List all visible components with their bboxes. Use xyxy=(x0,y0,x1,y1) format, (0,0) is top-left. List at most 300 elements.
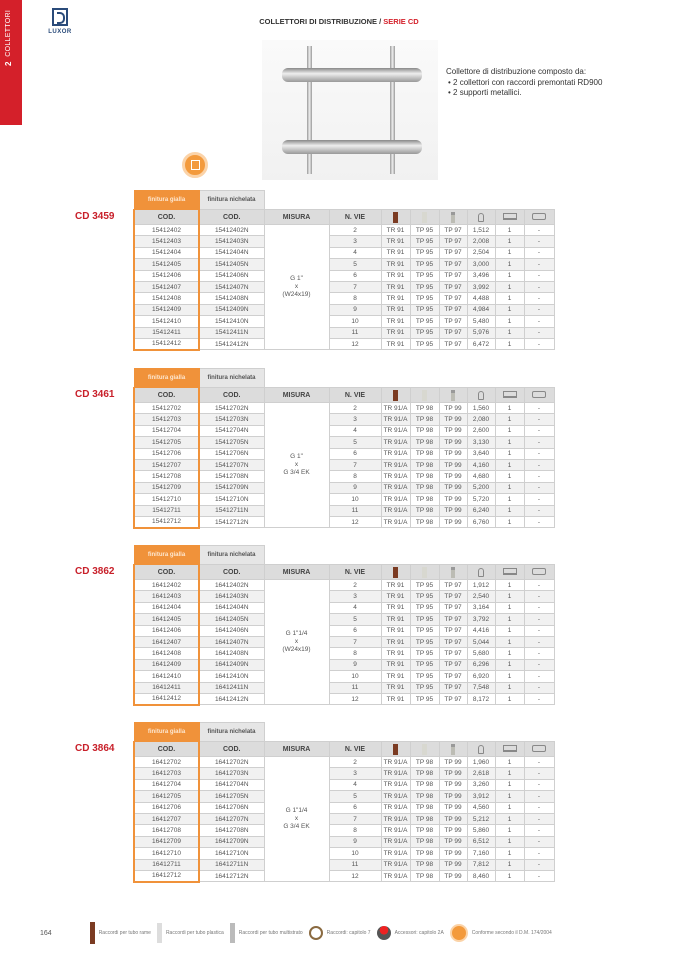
fitting-code: TR 91 xyxy=(381,259,410,270)
empty-cell xyxy=(264,546,554,565)
fitting-code: TR 91/A xyxy=(381,791,410,802)
n-vie: 4 xyxy=(329,602,381,613)
fitting-code: TP 99 xyxy=(439,757,467,768)
box-qty: 1 xyxy=(495,768,524,779)
column-header-row xyxy=(134,210,554,225)
code-yellow: 16412405 xyxy=(134,614,199,625)
plastic-pipe-icon xyxy=(422,744,427,755)
empty-cell xyxy=(264,369,554,388)
fitting-code: TR 91/A xyxy=(381,768,410,779)
weight: 6,920 xyxy=(467,671,495,682)
code-yellow: 15412710 xyxy=(134,494,199,505)
table-row xyxy=(134,848,554,859)
table-row xyxy=(134,293,554,304)
finish-header-row xyxy=(134,369,554,388)
box-qty: 1 xyxy=(495,836,524,847)
table-row xyxy=(134,471,554,482)
table-row xyxy=(134,659,554,670)
col-weight xyxy=(467,742,495,757)
col-weight xyxy=(467,565,495,580)
weight: 5,212 xyxy=(467,813,495,824)
table-row xyxy=(134,414,554,425)
package-qty: - xyxy=(524,659,554,670)
n-vie: 10 xyxy=(329,848,381,859)
package-qty: - xyxy=(524,825,554,836)
weight: 4,416 xyxy=(467,625,495,636)
table-row xyxy=(134,281,554,292)
table-row xyxy=(134,403,554,414)
fitting-code: TP 99 xyxy=(439,471,467,482)
weight: 1,960 xyxy=(467,757,495,768)
fitting-code: TR 91 xyxy=(381,636,410,647)
code-nickel: 16412406N xyxy=(199,625,264,636)
plastic-pipe-icon xyxy=(422,390,427,401)
box-qty: 1 xyxy=(495,693,524,704)
box-qty: 1 xyxy=(495,614,524,625)
code-yellow: 16412705 xyxy=(134,791,199,802)
plastic-pipe-icon xyxy=(422,212,427,223)
finish-yellow-header: finitura gialla xyxy=(134,723,199,742)
col-plastic-pipe xyxy=(410,388,439,403)
weight: 2,008 xyxy=(467,236,495,247)
table-row xyxy=(134,825,554,836)
fitting-code: TP 98 xyxy=(410,437,439,448)
weight: 2,600 xyxy=(467,425,495,436)
box-qty: 1 xyxy=(495,636,524,647)
table-row xyxy=(134,693,554,704)
legend-item xyxy=(450,924,552,942)
fitting-code: TP 99 xyxy=(439,459,467,470)
fitting-code: TP 97 xyxy=(439,636,467,647)
table-row xyxy=(134,425,554,436)
page-title xyxy=(0,17,678,26)
code-yellow: 15412409 xyxy=(134,304,199,315)
fitting-code: TP 95 xyxy=(410,671,439,682)
fitting-code: TP 99 xyxy=(439,870,467,881)
n-vie: 11 xyxy=(329,859,381,870)
code-nickel: 15412403N xyxy=(199,236,264,247)
n-vie: 2 xyxy=(329,580,381,591)
conformity-badge-icon xyxy=(182,152,208,178)
weight: 2,618 xyxy=(467,768,495,779)
fitting-code: TP 98 xyxy=(410,848,439,859)
box-qty: 1 xyxy=(495,471,524,482)
fitting-code: TR 91 xyxy=(381,270,410,281)
legend-item xyxy=(90,922,151,944)
code-yellow: 15412712 xyxy=(134,516,199,527)
table-row xyxy=(134,236,554,247)
table-row xyxy=(134,768,554,779)
package-qty: - xyxy=(524,580,554,591)
misura-line: x xyxy=(294,815,299,823)
box-qty: 1 xyxy=(495,859,524,870)
code-yellow: 15412705 xyxy=(134,437,199,448)
fitting-code: TP 99 xyxy=(439,859,467,870)
code-nickel: 16412702N xyxy=(199,757,264,768)
bracket xyxy=(390,46,395,174)
code-nickel: 15412708N xyxy=(199,471,264,482)
package-qty: - xyxy=(524,236,554,247)
col-package xyxy=(524,388,554,403)
weight: 1,560 xyxy=(467,403,495,414)
fitting-code: TP 99 xyxy=(439,437,467,448)
weight: 3,130 xyxy=(467,437,495,448)
col-box xyxy=(495,742,524,757)
code-yellow: 15412706 xyxy=(134,448,199,459)
n-vie: 11 xyxy=(329,505,381,516)
col-multilayer-pipe xyxy=(439,388,467,403)
package-qty: - xyxy=(524,414,554,425)
package-qty: - xyxy=(524,505,554,516)
misura-cell xyxy=(264,225,329,350)
package-qty: - xyxy=(524,293,554,304)
box-icon xyxy=(503,568,517,575)
table-row xyxy=(134,316,554,327)
fitting-code: TP 97 xyxy=(439,682,467,693)
weight: 3,260 xyxy=(467,779,495,790)
fitting-code: TP 98 xyxy=(410,825,439,836)
n-vie: 3 xyxy=(329,414,381,425)
fitting-code: TP 98 xyxy=(410,813,439,824)
fitting-code: TP 98 xyxy=(410,459,439,470)
n-vie: 2 xyxy=(329,757,381,768)
table-row xyxy=(134,448,554,459)
code-nickel: 15412402N xyxy=(199,225,264,236)
weight: 6,240 xyxy=(467,505,495,516)
package-qty: - xyxy=(524,516,554,527)
box-qty: 1 xyxy=(495,437,524,448)
code-yellow: 16412703 xyxy=(134,768,199,779)
table-row xyxy=(134,614,554,625)
package-qty: - xyxy=(524,614,554,625)
table-row xyxy=(134,625,554,636)
code-nickel: 15412704N xyxy=(199,425,264,436)
weight: 4,984 xyxy=(467,304,495,315)
package-qty: - xyxy=(524,625,554,636)
package-qty: - xyxy=(524,813,554,824)
code-nickel: 16412408N xyxy=(199,648,264,659)
col-copper-pipe xyxy=(381,565,410,580)
weight: 8,460 xyxy=(467,870,495,881)
code-yellow: 16412712 xyxy=(134,870,199,881)
col-cod-yellow: COD. xyxy=(134,565,199,580)
box-icon xyxy=(503,745,517,752)
weight: 6,512 xyxy=(467,836,495,847)
package-qty: - xyxy=(524,259,554,270)
package-qty: - xyxy=(524,338,554,349)
table-row xyxy=(134,459,554,470)
weight: 4,560 xyxy=(467,802,495,813)
code-nickel: 15412407N xyxy=(199,281,264,292)
box-qty: 1 xyxy=(495,259,524,270)
table-row xyxy=(134,836,554,847)
table-row xyxy=(134,671,554,682)
col-package xyxy=(524,210,554,225)
table-row xyxy=(134,327,554,338)
fitting-code: TR 91/A xyxy=(381,505,410,516)
fitting-code: TP 97 xyxy=(439,327,467,338)
box-qty: 1 xyxy=(495,403,524,414)
copper-pipe-icon xyxy=(393,567,398,578)
table-row xyxy=(134,757,554,768)
n-vie: 10 xyxy=(329,494,381,505)
fitting-code: TR 91/A xyxy=(381,813,410,824)
code-nickel: 16412712N xyxy=(199,870,264,881)
n-vie: 7 xyxy=(329,459,381,470)
n-vie: 12 xyxy=(329,516,381,527)
col-misura: MISURA xyxy=(264,742,329,757)
fitting-code: TR 91 xyxy=(381,659,410,670)
col-n-vie: N. VIE xyxy=(329,565,381,580)
product-code-label: CD 3461 xyxy=(75,389,115,400)
fitting-code: TP 97 xyxy=(439,671,467,682)
fitting-code: TP 98 xyxy=(410,779,439,790)
code-yellow: 15412403 xyxy=(134,236,199,247)
multilayer-pipe-icon xyxy=(230,923,235,943)
fitting-code: TP 97 xyxy=(439,225,467,236)
box-qty: 1 xyxy=(495,648,524,659)
weight: 6,296 xyxy=(467,659,495,670)
package-qty: - xyxy=(524,779,554,790)
finish-nickel-header: finitura nichelata xyxy=(199,546,264,565)
box-qty: 1 xyxy=(495,659,524,670)
fitting-code: TP 95 xyxy=(410,648,439,659)
legend-label: Raccordi per tubo plastica xyxy=(165,930,224,936)
fitting-code: TR 91/A xyxy=(381,848,410,859)
table-row xyxy=(134,437,554,448)
package-qty: - xyxy=(524,591,554,602)
fitting-code: TR 91/A xyxy=(381,859,410,870)
n-vie: 5 xyxy=(329,259,381,270)
code-yellow: 15412407 xyxy=(134,281,199,292)
fitting-code: TP 95 xyxy=(410,316,439,327)
package-qty: - xyxy=(524,636,554,647)
misura-cell xyxy=(264,403,329,528)
col-plastic-pipe xyxy=(410,742,439,757)
package-qty: - xyxy=(524,648,554,659)
weight: 3,496 xyxy=(467,270,495,281)
weight: 8,172 xyxy=(467,693,495,704)
weight: 4,680 xyxy=(467,471,495,482)
fitting-code: TR 91 xyxy=(381,625,410,636)
n-vie: 9 xyxy=(329,304,381,315)
copper-pipe-icon xyxy=(393,744,398,755)
col-misura: MISURA xyxy=(264,210,329,225)
misura-line: (W24x19) xyxy=(282,646,311,654)
product-code-label: CD 3862 xyxy=(75,566,115,577)
col-copper-pipe xyxy=(381,388,410,403)
chapter-number: 2 xyxy=(4,61,13,67)
weight: 5,680 xyxy=(467,648,495,659)
col-copper-pipe xyxy=(381,742,410,757)
misura-line: (W24x19) xyxy=(282,291,311,299)
table-row xyxy=(134,494,554,505)
code-nickel: 16412404N xyxy=(199,602,264,613)
plastic-pipe-icon xyxy=(157,923,162,943)
fitting-code: TP 99 xyxy=(439,494,467,505)
misura-line: G 1"1/4 xyxy=(285,630,308,638)
fitting-code: TP 97 xyxy=(439,591,467,602)
package-qty: - xyxy=(524,870,554,881)
col-n-vie: N. VIE xyxy=(329,742,381,757)
box-qty: 1 xyxy=(495,270,524,281)
legend-label: Raccordi per tubo multistrato xyxy=(238,930,303,936)
box-qty: 1 xyxy=(495,757,524,768)
col-multilayer-pipe xyxy=(439,565,467,580)
fitting-code: TP 99 xyxy=(439,802,467,813)
fittings-icon xyxy=(309,926,323,940)
empty-cell xyxy=(264,723,554,742)
fitting-code: TR 91/A xyxy=(381,403,410,414)
misura-line: x xyxy=(294,638,299,646)
product-table xyxy=(133,545,555,706)
fitting-code: TP 99 xyxy=(439,813,467,824)
box-qty: 1 xyxy=(495,625,524,636)
fitting-code: TP 97 xyxy=(439,625,467,636)
fitting-code: TP 95 xyxy=(410,659,439,670)
fitting-code: TP 97 xyxy=(439,648,467,659)
table-row xyxy=(134,338,554,349)
n-vie: 4 xyxy=(329,425,381,436)
weight: 6,472 xyxy=(467,338,495,349)
legend-label: Conforme secondo il D.M. 174/2004 xyxy=(471,930,552,936)
fitting-code: TP 98 xyxy=(410,494,439,505)
box-qty: 1 xyxy=(495,602,524,613)
product-code-label: CD 3864 xyxy=(75,743,115,754)
fitting-code: TP 98 xyxy=(410,403,439,414)
weight: 5,720 xyxy=(467,494,495,505)
weight: 2,504 xyxy=(467,247,495,258)
legend-label: Raccordi: capitolo 7 xyxy=(326,930,371,936)
product-description xyxy=(446,67,636,99)
title-series: SERIE CD xyxy=(383,17,419,26)
fitting-code: TP 95 xyxy=(410,338,439,349)
package-qty: - xyxy=(524,281,554,292)
weight: 1,512 xyxy=(467,225,495,236)
fitting-code: TR 91 xyxy=(381,338,410,349)
code-yellow: 16412406 xyxy=(134,625,199,636)
code-yellow: 15412410 xyxy=(134,316,199,327)
bracket xyxy=(307,46,312,174)
box-qty: 1 xyxy=(495,580,524,591)
n-vie: 7 xyxy=(329,636,381,647)
package-qty: - xyxy=(524,768,554,779)
code-yellow: 15412709 xyxy=(134,482,199,493)
fitting-code: TR 91 xyxy=(381,591,410,602)
n-vie: 2 xyxy=(329,403,381,414)
code-yellow: 16412402 xyxy=(134,580,199,591)
copper-pipe-icon xyxy=(90,922,95,944)
code-nickel: 16412710N xyxy=(199,848,264,859)
code-yellow: 16412403 xyxy=(134,591,199,602)
fitting-code: TP 95 xyxy=(410,636,439,647)
product-table xyxy=(133,368,555,529)
table-row xyxy=(134,870,554,881)
fitting-code: TR 91 xyxy=(381,316,410,327)
code-yellow: 15412402 xyxy=(134,225,199,236)
n-vie: 12 xyxy=(329,338,381,349)
n-vie: 12 xyxy=(329,870,381,881)
box-qty: 1 xyxy=(495,236,524,247)
weight: 5,200 xyxy=(467,482,495,493)
fitting-code: TP 98 xyxy=(410,836,439,847)
code-yellow: 16412706 xyxy=(134,802,199,813)
empty-cell xyxy=(264,191,554,210)
multilayer-pipe-icon xyxy=(451,744,455,755)
misura-line: G 1" xyxy=(290,453,303,461)
table-row xyxy=(134,225,554,236)
code-nickel: 15412406N xyxy=(199,270,264,281)
fitting-code: TP 97 xyxy=(439,259,467,270)
package-qty: - xyxy=(524,270,554,281)
fitting-code: TP 97 xyxy=(439,693,467,704)
fitting-code: TP 99 xyxy=(439,779,467,790)
package-icon xyxy=(532,213,546,220)
code-yellow: 15412704 xyxy=(134,425,199,436)
weight: 2,540 xyxy=(467,591,495,602)
plastic-pipe-icon xyxy=(422,567,427,578)
package-qty: - xyxy=(524,682,554,693)
footer-legend xyxy=(40,922,678,944)
fitting-code: TP 98 xyxy=(410,859,439,870)
table-row xyxy=(134,779,554,790)
conformity-badge-icon xyxy=(450,924,468,942)
box-qty: 1 xyxy=(495,682,524,693)
code-yellow: 16412408 xyxy=(134,648,199,659)
fitting-code: TR 91/A xyxy=(381,471,410,482)
code-nickel: 15412409N xyxy=(199,304,264,315)
code-nickel: 15412710N xyxy=(199,494,264,505)
package-qty: - xyxy=(524,859,554,870)
fitting-code: TR 91/A xyxy=(381,437,410,448)
fitting-code: TP 98 xyxy=(410,505,439,516)
code-yellow: 16412407 xyxy=(134,636,199,647)
code-nickel: 15412711N xyxy=(199,505,264,516)
accessories-icon xyxy=(377,926,391,940)
box-qty: 1 xyxy=(495,848,524,859)
code-nickel: 16412711N xyxy=(199,859,264,870)
col-n-vie: N. VIE xyxy=(329,210,381,225)
table-row xyxy=(134,859,554,870)
box-qty: 1 xyxy=(495,482,524,493)
misura-line: G 1" xyxy=(290,275,303,283)
fitting-code: TP 95 xyxy=(410,602,439,613)
misura-line: x xyxy=(294,283,299,291)
package-qty: - xyxy=(524,403,554,414)
weight: 3,640 xyxy=(467,448,495,459)
code-yellow: 15412405 xyxy=(134,259,199,270)
code-yellow: 15412406 xyxy=(134,270,199,281)
col-box xyxy=(495,210,524,225)
fitting-code: TR 91 xyxy=(381,682,410,693)
code-nickel: 15412703N xyxy=(199,414,264,425)
fitting-code: TP 95 xyxy=(410,293,439,304)
table-row xyxy=(134,270,554,281)
fitting-code: TR 91/A xyxy=(381,425,410,436)
box-qty: 1 xyxy=(495,870,524,881)
fitting-code: TR 91 xyxy=(381,281,410,292)
code-yellow: 15412703 xyxy=(134,414,199,425)
fitting-code: TR 91 xyxy=(381,648,410,659)
fitting-code: TP 97 xyxy=(439,293,467,304)
table-row xyxy=(134,602,554,613)
fitting-code: TP 98 xyxy=(410,482,439,493)
fitting-code: TR 91 xyxy=(381,671,410,682)
fitting-code: TR 91/A xyxy=(381,516,410,527)
col-plastic-pipe xyxy=(410,565,439,580)
product-image xyxy=(262,40,438,180)
package-qty: - xyxy=(524,247,554,258)
